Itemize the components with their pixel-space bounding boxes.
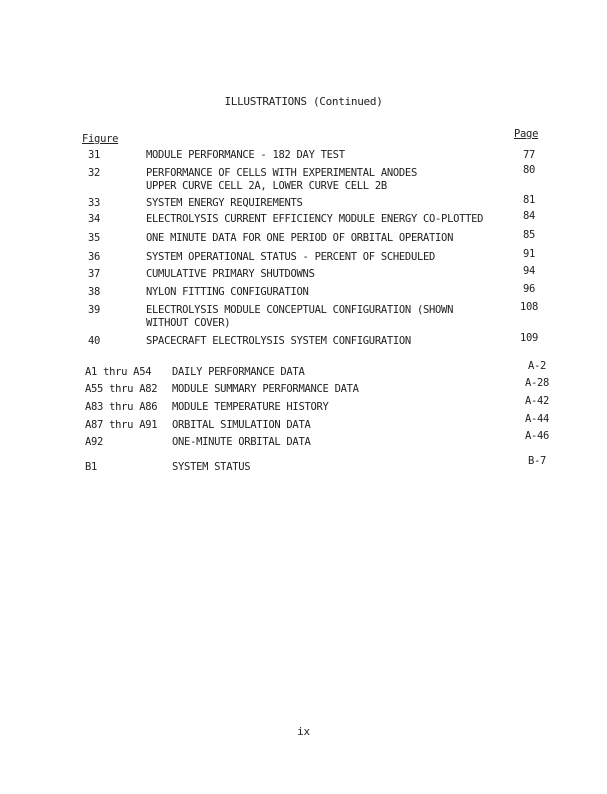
- appendix-figure-page: B-7: [527, 455, 547, 467]
- figure-page: 80: [522, 164, 536, 176]
- figure-number: 36: [88, 251, 101, 263]
- figure-caption: SYSTEM OPERATIONAL STATUS - PERCENT OF SCHEDULED: [146, 251, 436, 263]
- page-column-header: Page: [514, 128, 539, 140]
- figure-caption: MODULE PERFORMANCE - 182 DAY TEST: [146, 149, 345, 161]
- figure-number: 32: [88, 167, 101, 179]
- figure-caption: PERFORMANCE OF CELLS WITH EXPERIMENTAL ANODES: [146, 167, 417, 179]
- figure-caption: ELECTROLYSIS MODULE CONCEPTUAL CONFIGURATION (SHOWN: [146, 304, 454, 316]
- appendix-figure-page: A-2: [527, 360, 547, 372]
- appendix-figure-number: A92: [85, 436, 104, 448]
- appendix-figure-caption: MODULE SUMMARY PERFORMANCE DATA: [172, 383, 359, 395]
- appendix-figure-caption: ORBITAL SIMULATION DATA: [172, 419, 311, 431]
- figure-column-header: Figure: [82, 133, 119, 145]
- figure-number: 38: [88, 286, 101, 298]
- appendix-figure-page: A-28: [524, 377, 550, 389]
- appendix-figure-caption: MODULE TEMPERATURE HISTORY: [172, 401, 329, 413]
- figure-caption: CUMULATIVE PRIMARY SHUTDOWNS: [146, 268, 315, 280]
- figure-page: 96: [522, 283, 536, 295]
- figure-number: 37: [88, 268, 101, 280]
- page-title: ILLUSTRATIONS (Continued): [224, 95, 383, 108]
- figure-number: 35: [88, 232, 101, 244]
- figure-number: 31: [88, 149, 101, 161]
- figure-number: 33: [88, 197, 101, 209]
- figure-page: 84: [522, 210, 536, 222]
- figure-page: 85: [522, 229, 536, 241]
- figure-page: 94: [522, 265, 536, 277]
- figure-caption: SYSTEM ENERGY REQUIREMENTS: [146, 197, 303, 209]
- figure-caption: NYLON FITTING CONFIGURATION: [146, 286, 309, 298]
- figure-caption-continued: WITHOUT COVER): [146, 317, 231, 329]
- figure-page: 108: [519, 301, 539, 313]
- appendix-figure-caption: ONE-MINUTE ORBITAL DATA: [172, 436, 311, 448]
- appendix-figure-page: A-44: [524, 413, 550, 425]
- page-number: ix: [297, 725, 310, 738]
- figure-caption-continued: UPPER CURVE CELL 2A, LOWER CURVE CELL 2B: [146, 180, 387, 192]
- appendix-figure-caption: DAILY PERFORMANCE DATA: [172, 366, 305, 378]
- appendix-figure-page: A-46: [524, 430, 550, 442]
- appendix-figure-number: B1: [85, 461, 98, 473]
- appendix-figure-number: A87 thru A91: [85, 419, 158, 431]
- appendix-figure-number: A83 thru A86: [85, 401, 158, 413]
- figure-caption: ONE MINUTE DATA FOR ONE PERIOD OF ORBITAL OPERATION: [146, 232, 454, 244]
- figure-page: 109: [519, 332, 539, 344]
- appendix-figure-number: A55 thru A82: [85, 383, 158, 395]
- figure-number: 40: [88, 335, 101, 347]
- figure-number: 39: [88, 304, 101, 316]
- appendix-figure-number: A1 thru A54: [85, 366, 152, 378]
- figure-caption: SPACECRAFT ELECTROLYSIS SYSTEM CONFIGURATION: [146, 335, 411, 347]
- figure-caption: ELECTROLYSIS CURRENT EFFICIENCY MODULE ENERGY CO-PLOTTED: [146, 213, 484, 225]
- figure-number: 34: [88, 213, 101, 225]
- figure-page: 77: [522, 149, 536, 161]
- appendix-figure-caption: SYSTEM STATUS: [172, 461, 251, 473]
- figure-page: 81: [522, 194, 536, 206]
- figure-page: 91: [522, 248, 536, 260]
- appendix-figure-page: A-42: [524, 395, 550, 407]
